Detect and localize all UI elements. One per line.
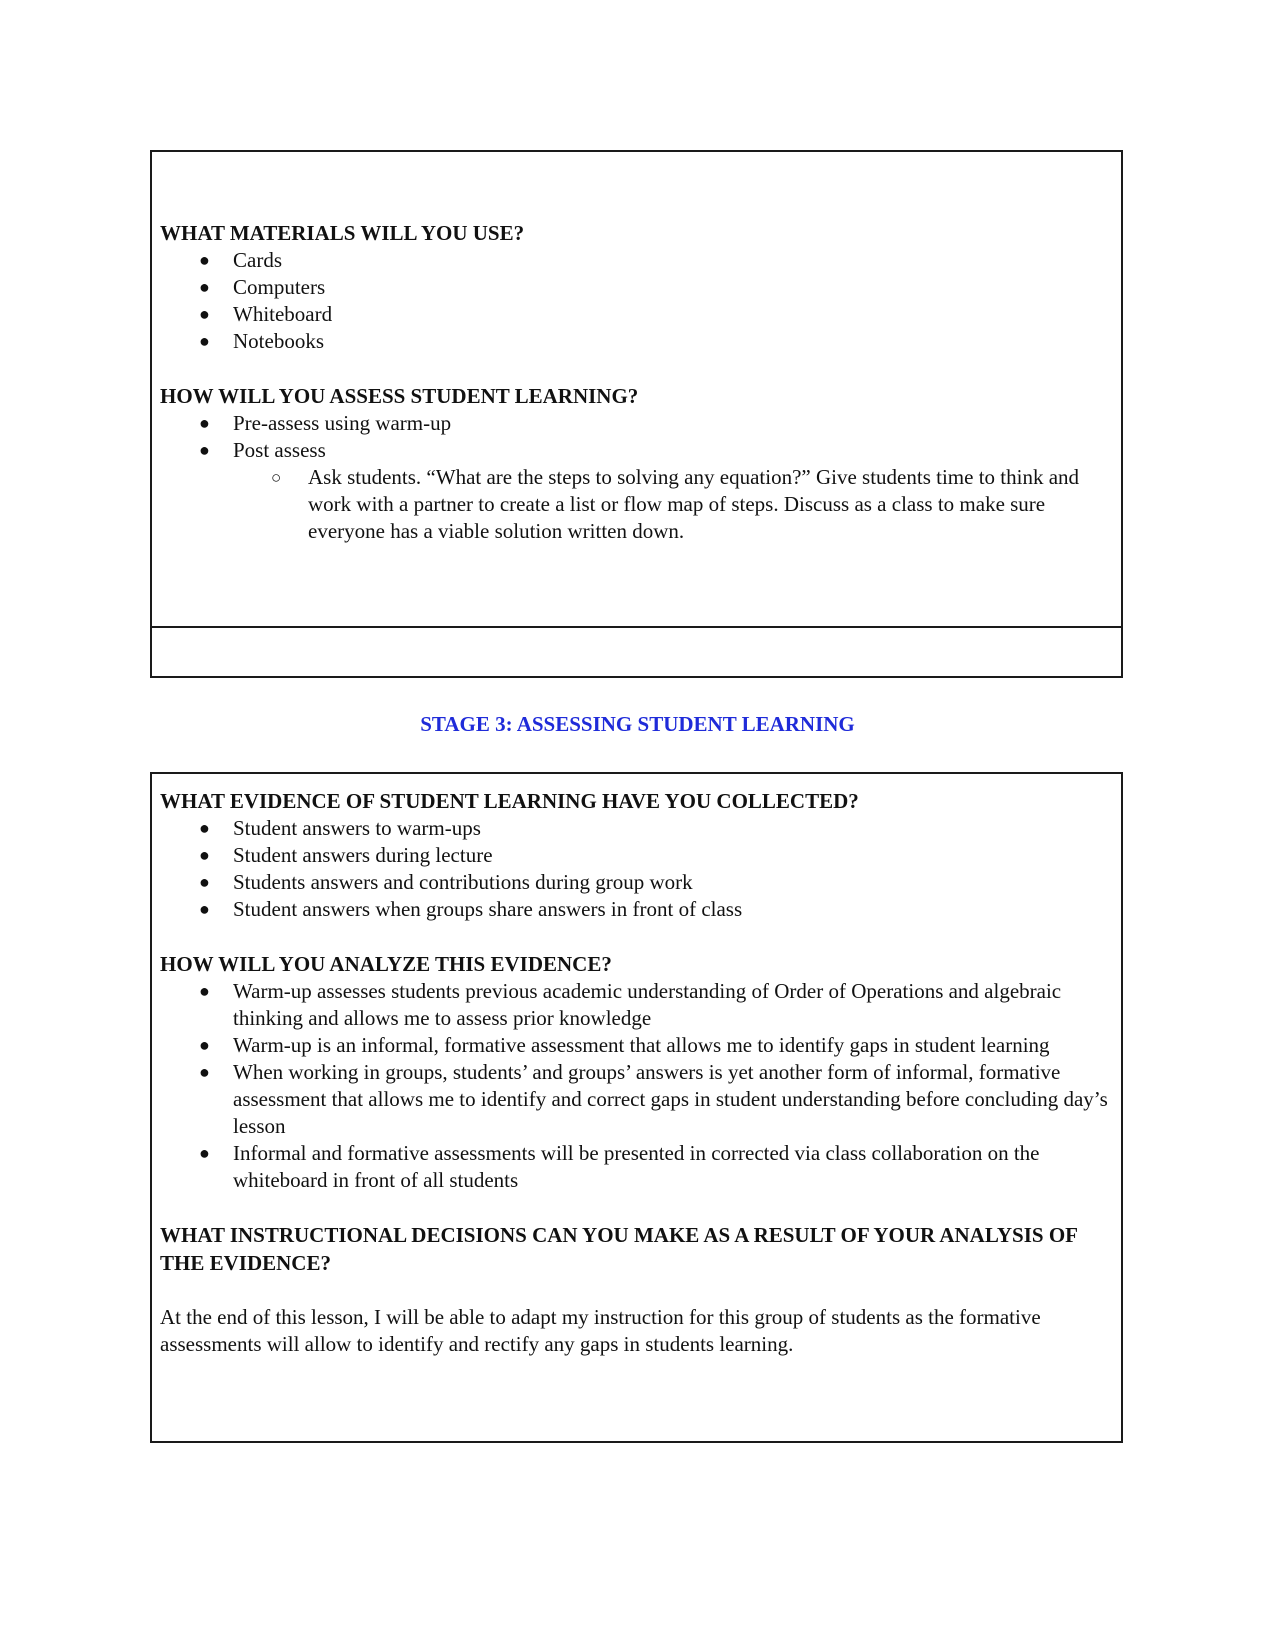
list-item: ● Cards — [199, 248, 282, 272]
bullet-icon: ● — [199, 413, 210, 433]
list-item: ● Student answers to warm-ups — [199, 816, 481, 840]
list-item: ● Notebooks — [199, 329, 324, 353]
list-item: ● Pre-assess using warm-up — [199, 411, 452, 435]
bullet-icon: ● — [199, 250, 210, 270]
list-item: ● Informal and formative assessments will be presented in corrected via class collaboration on the whiteboard in front of all students — [199, 1141, 1040, 1192]
assess-heading: HOW WILL YOU ASSESS STUDENT LEARNING? — [160, 384, 639, 408]
evidence-list — [160, 815, 1111, 923]
bullet-icon: ● — [199, 899, 210, 919]
bullet-icon: ● — [199, 440, 210, 460]
bullet-icon: ● — [199, 1062, 210, 1082]
list-item: ● When working in groups, students’ and groups’ answers is yet another form of informal, formative assessment that allows me to identify and correct gaps in student understanding before concluding day’s lesson — [199, 1060, 1108, 1138]
list-item: ● Warm-up assesses students previous academic understanding of Order of Operations and algebraic thinking and allows me to assess prior knowledge — [199, 979, 1062, 1030]
decisions-heading: WHAT INSTRUCTIONAL DECISIONS CAN YOU MAKE AS A RESULT OF YOUR ANALYSIS OF THE EVIDENCE? — [160, 1223, 1078, 1275]
list-item: ● Student answers when groups share answers in front of class — [199, 897, 743, 921]
materials-assessment-cell — [152, 152, 1121, 628]
materials-list — [160, 247, 1111, 355]
stage-3-title: STAGE 3: ASSESSING STUDENT LEARNING — [420, 712, 855, 736]
evidence-heading: WHAT EVIDENCE OF STUDENT LEARNING HAVE YOU COLLECTED? — [160, 789, 859, 813]
assess-list — [160, 410, 1111, 545]
assessment-table — [150, 772, 1123, 1443]
list-item: ● Warm-up is an informal, formative assessment that allows me to identify gaps in student learning — [199, 1033, 1050, 1057]
sub-list-item: ○ Ask students. “What are the steps to solving any equation?” Give students time to think and work with a partner to create a list or flow map of steps. Discuss as a class to make sure everyone has a viable solution written down. — [271, 465, 1080, 543]
materials-assessment-content — [160, 219, 1111, 545]
analyze-list — [160, 978, 1111, 1194]
lesson-plan-table — [150, 150, 1123, 678]
materials-heading: WHAT MATERIALS WILL YOU USE? — [160, 221, 525, 245]
list-item: ● Students answers and contributions during group work — [199, 870, 693, 894]
list-item: ● Whiteboard — [199, 302, 333, 326]
bullet-icon: ● — [199, 872, 210, 892]
assessment-content — [160, 787, 1111, 1358]
list-item: ● Student answers during lecture — [199, 843, 493, 867]
bullet-icon: ● — [199, 981, 210, 1001]
bullet-icon: ● — [199, 331, 210, 351]
bullet-icon: ● — [199, 304, 210, 324]
post-assess-sublist — [233, 464, 1111, 545]
decisions-paragraph: At the end of this lesson, I will be able to adapt my instruction for this group of students as the formative assessments will allow to identify and rectify any gaps in students learning. — [160, 1305, 1041, 1356]
list-item: ● Computers — [199, 275, 326, 299]
bullet-icon: ● — [199, 1035, 210, 1055]
list-item: ● Post assess ○ Ask students. “What are the steps to solving any equation?” Give students time to think and work with a partner to create a list or flow map of steps. Discuss as a class to make sure everyone has a viable solution written down. — [160, 437, 1111, 545]
analyze-heading: HOW WILL YOU ANALYZE THIS EVIDENCE? — [160, 952, 612, 976]
bullet-icon: ● — [199, 277, 210, 297]
hollow-bullet-icon: ○ — [271, 468, 282, 487]
bullet-icon: ● — [199, 845, 210, 865]
bullet-icon: ● — [199, 1143, 210, 1163]
bullet-icon: ● — [199, 818, 210, 838]
